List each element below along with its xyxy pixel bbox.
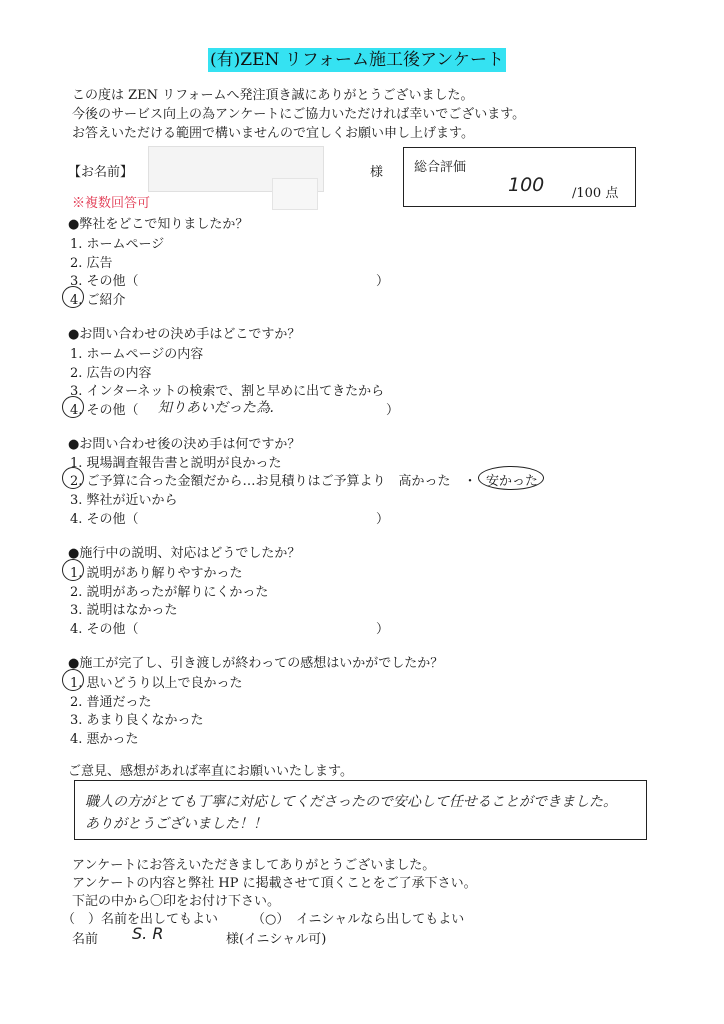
q2-selected-circle [62,396,84,418]
consent-option-initial-mark: （○） [252,912,290,927]
q4-option-4: 4. その他（ [70,622,139,637]
q5-option-4: 4. 悪かった [70,732,139,747]
q3-option-3: 3. 弊社が近いから [70,493,178,508]
overall-score-box [403,147,636,207]
redacted-name-tab [272,178,318,210]
q2-other-answer: 知りあいだった為. [158,400,275,416]
name-honorific: 様 [370,165,384,180]
intro-line-2: 今後のサービス向上の為アンケートにご協力いただければ幸いでございます。 [72,107,526,122]
q5-option-3: 3. あまり良くなかった [70,713,204,728]
q2-question: ●お問い合わせの決め手はどこですか？ [68,327,301,342]
intro-line-3: お答えいただける範囲で構いませんので宜しくお願い申し上げます。 [72,126,474,141]
q3-option-4: 4. その他（ [70,512,139,527]
q5-option-2: 2. 普通だった [70,695,152,710]
q3-option-2: 2. ご予算に合った金額だから…お見積りはご予算より 高かった ・ [70,474,477,489]
q2-option-2: 2. 広告の内容 [70,366,152,381]
consent-suffix: 様(イニシャル可) [226,932,327,947]
q2-option-3: 3. インターネットの検索で、割と早めに出てきたから [70,384,385,399]
q4-option-2: 2. 説明があったが解りにくかった [70,585,269,600]
q4-option-4-close: ） [376,622,390,637]
q3-option-1: 1. 現場調査報告書と説明が良かった [70,456,282,471]
q1-option-3: 3. その他（ [70,274,139,289]
survey-title: (有)ZEN リフォーム施工後アンケート [208,48,506,72]
consent-initials: S. R [132,924,164,943]
q5-question: ●施工が完了し、引き渡しが終わっての感想はいかがでしたか？ [68,656,444,671]
q3-selected-circle [62,467,84,489]
q4-question: ●施行中の説明、対応はどうでしたか？ [68,546,301,561]
consent-name-label: 名前 [72,932,99,947]
q3-option-4-close: ） [376,512,390,527]
q4-option-1: 1. 説明があり解りやすかった [70,566,243,581]
q2-option-4-close: ） [386,403,400,418]
q3-choice-cheap: 安かった [486,474,539,489]
comment-prompt: ご意見、感想があれば率直にお願いいたします。 [68,764,353,779]
q2-option-4: 4. その他（ [70,403,139,418]
q4-option-3: 3. 説明はなかった [70,603,178,618]
q2-option-1: 1. ホームページの内容 [70,347,204,362]
multiple-answer-note: ※複数回答可 [72,196,151,211]
comment-line-1: 職人の方がとても丁寧に対応してくださったので安心して任せることができました。 [85,794,617,810]
consent-option-initial: イニシャルなら出してもよい [296,912,465,927]
q5-selected-circle [62,669,84,691]
q1-option-1: 1. ホームページ [70,237,165,252]
q1-question: ●弊社をどこで知りましたか？ [68,217,249,232]
consent-option-name: （ ）名前を出してもよい [62,912,219,927]
score-value: 100 [508,174,545,196]
q3-question: ●お問い合わせ後の決め手は何ですか？ [68,437,301,452]
closing-line-3: 下記の中から〇印をお付け下さい。 [72,894,281,909]
score-max: /100 点 [572,186,619,201]
closing-line-1: アンケートにお答えいただきましてありがとうございました。 [72,858,436,873]
q5-option-1: 1. 思いどうり以上で良かった [70,676,243,691]
q1-option-4: 4. ご紹介 [70,293,126,308]
q1-option-3-close: ） [376,274,390,289]
intro-line-1: この度は ZEN リフォームへ発注頂き誠にありがとうございました。 [72,88,474,103]
score-label: 総合評価 [414,160,467,175]
q4-selected-circle [62,559,84,581]
name-label: 【お名前】 [68,165,134,180]
q3-cheap-circle [478,466,544,490]
q1-selected-circle [62,286,84,308]
closing-line-2: アンケートの内容と弊社 HP に掲載させて頂くことをご了承下さい。 [72,876,477,891]
q1-option-2: 2. 広告 [70,256,113,271]
comment-box [74,780,647,840]
comment-line-2: ありがとうございました！！ [85,816,267,832]
